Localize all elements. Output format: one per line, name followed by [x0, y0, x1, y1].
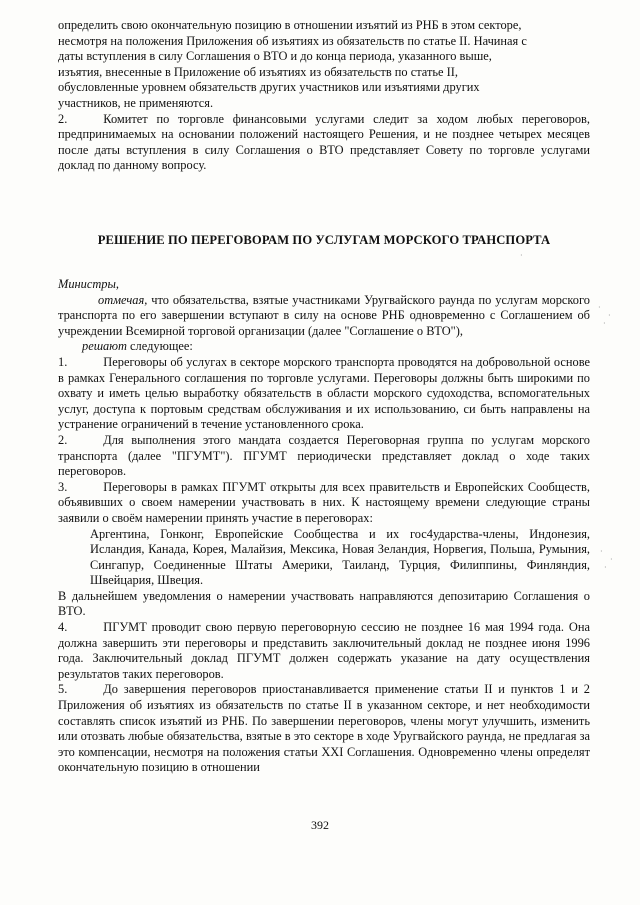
top-line: несмотря на положения Приложения об изъятиях из обязательств по статье II. Начиная с	[58, 33, 527, 48]
top-section	[58, 18, 590, 174]
noting-text: что обязательства, взятые участниками Уругвайского раунда по услугам морского транспорта по его завершении вступают в силу на основе РНБ одновременно с Соглашением об учреждении Всемирной торговой организации (далее "Соглашение о ВТО"),	[58, 292, 590, 338]
top-line: определить свою окончательную позицию в отношении изъятий из РНБ в этом секторе,	[58, 18, 522, 32]
paragraph-number: 1.	[58, 354, 68, 369]
page-number: 392	[311, 818, 329, 832]
scan-artifact: ·	[600, 547, 603, 556]
paragraph-3-continuation: В дальнейшем уведомления о намерении участвовать направляются депозитарию Соглашения о ВТО.	[58, 588, 590, 619]
noting-clause	[58, 293, 590, 340]
scan-artifact: ·	[608, 311, 611, 320]
paragraph-3	[58, 480, 590, 527]
paragraph-4	[58, 620, 590, 682]
decide-text: следующее:	[130, 339, 193, 354]
decide-clause	[58, 339, 590, 355]
paragraph-5	[58, 682, 590, 776]
paragraph-text: Переговоры в рамках ПГУМТ открыты для всех правительств и Европейских Сообществ, объявивших о своем намерении участвовать в них. К настоящему времени следующие страны заявили о своём намерении принять участие в переговорах:	[58, 479, 590, 525]
paragraph-text: Для выполнения этого мандата создается Переговорная группа по услугам морского транспорта (далее "ПГУМТ"). ПГУМТ периодически представляет доклад о ходе таких переговоров.	[58, 432, 590, 479]
top-line: даты вступления в силу Соглашения о ВТО и до конца периода, указанного выше,	[58, 49, 492, 64]
decision-body	[58, 277, 590, 776]
paragraph-number: 3.	[58, 479, 68, 494]
paragraph-2	[58, 433, 590, 480]
paragraph-number: 4.	[58, 620, 68, 635]
top-line: участников, не применяются.	[58, 95, 214, 110]
top-line: изъятия, внесенные в Приложение об изъятиях из обязательств по статье II,	[58, 64, 458, 79]
countries-list: Аргентина, Гонконг, Европейские Сообщества и их гос4ударства-члены, Индонезия, Исландия, Канада, Корея, Малайзия, Мексика, Новая Зеландия, Норвегия, Польша, Румыния, Сингапур, Соединенные Штаты Америки, Таиланд, Турция, Филиппины, Финляндия, Швейцария, Швеция.	[90, 526, 590, 588]
decide-word: решают	[82, 339, 127, 354]
paragraph-number: 2.	[58, 111, 68, 126]
paragraph-2	[58, 112, 590, 174]
paragraph-1	[58, 355, 590, 433]
paragraph-text: До завершения переговоров приостанавливается применение статьи II и пунктов 1 и 2 Приложения об изъятиях из обязательств по статье II в указанном секторе, и нет необходимости составлять список изъятий из РНБ. По завершении переговоров, члены могут улучшить, изменить или отозвать любые обязательства, взятые в это секторе в ходе Уругвайского раунда, не предлагая за это компенсации, несмотря на положения статьи XXI Соглашения. Одновременно члены определят окончательную позицию в отношении	[58, 682, 590, 775]
ministers-label: Министры,	[58, 277, 119, 291]
scan-artifact: ·	[598, 303, 601, 312]
paragraph-number: 2.	[58, 432, 68, 447]
scan-artifact: ·	[604, 563, 607, 572]
top-line: обусловленные уровнем обязательств других участников или изъятиями других	[58, 80, 480, 95]
scan-artifact: ·	[603, 319, 606, 328]
paragraph-text: Комитет по торговле финансовыми услугами следит за ходом любых переговоров, предпринимаемых на основании положений настоящего Решения, и не позднее четырех месяцев после даты вступления в силу Соглашения о ВТО представляет Совету по торговле услугами доклад по данному вопросу.	[58, 111, 590, 173]
paragraph-text: ПГУМТ проводит свою первую переговорную сессию не позднее 16 мая 1994 года. Она должна завершить эти переговоры и представить заключительный доклад не позднее июня 1996 года. Заключительный доклад ПГУМТ должен содержать указание на дату осуществления результатов таких переговоров.	[58, 620, 590, 681]
paragraph-text: Переговоры об услугах в секторе морского транспорта проводятся на добровольной основе в рамках Генерального соглашения по торговле услугами. Переговоры должны быть широкими по охвату и иметь целью выработку обязательств в области морского судоходства, вспомогательных услуг, доступа к портовым средствам обслуживания и их использованию, си быть направлены на устранение ограничений в течение установленного срока.	[58, 354, 590, 432]
paragraph-number: 5.	[58, 682, 68, 697]
scan-artifact: ·	[520, 251, 523, 260]
decision-title: РЕШЕНИЕ ПО ПЕРЕГОВОРАМ ПО УСЛУГАМ МОРСКОГО ТРАНСПОРТА	[97, 233, 551, 247]
scan-artifact: ·	[610, 555, 613, 564]
noting-word: отмечая,	[98, 292, 148, 307]
